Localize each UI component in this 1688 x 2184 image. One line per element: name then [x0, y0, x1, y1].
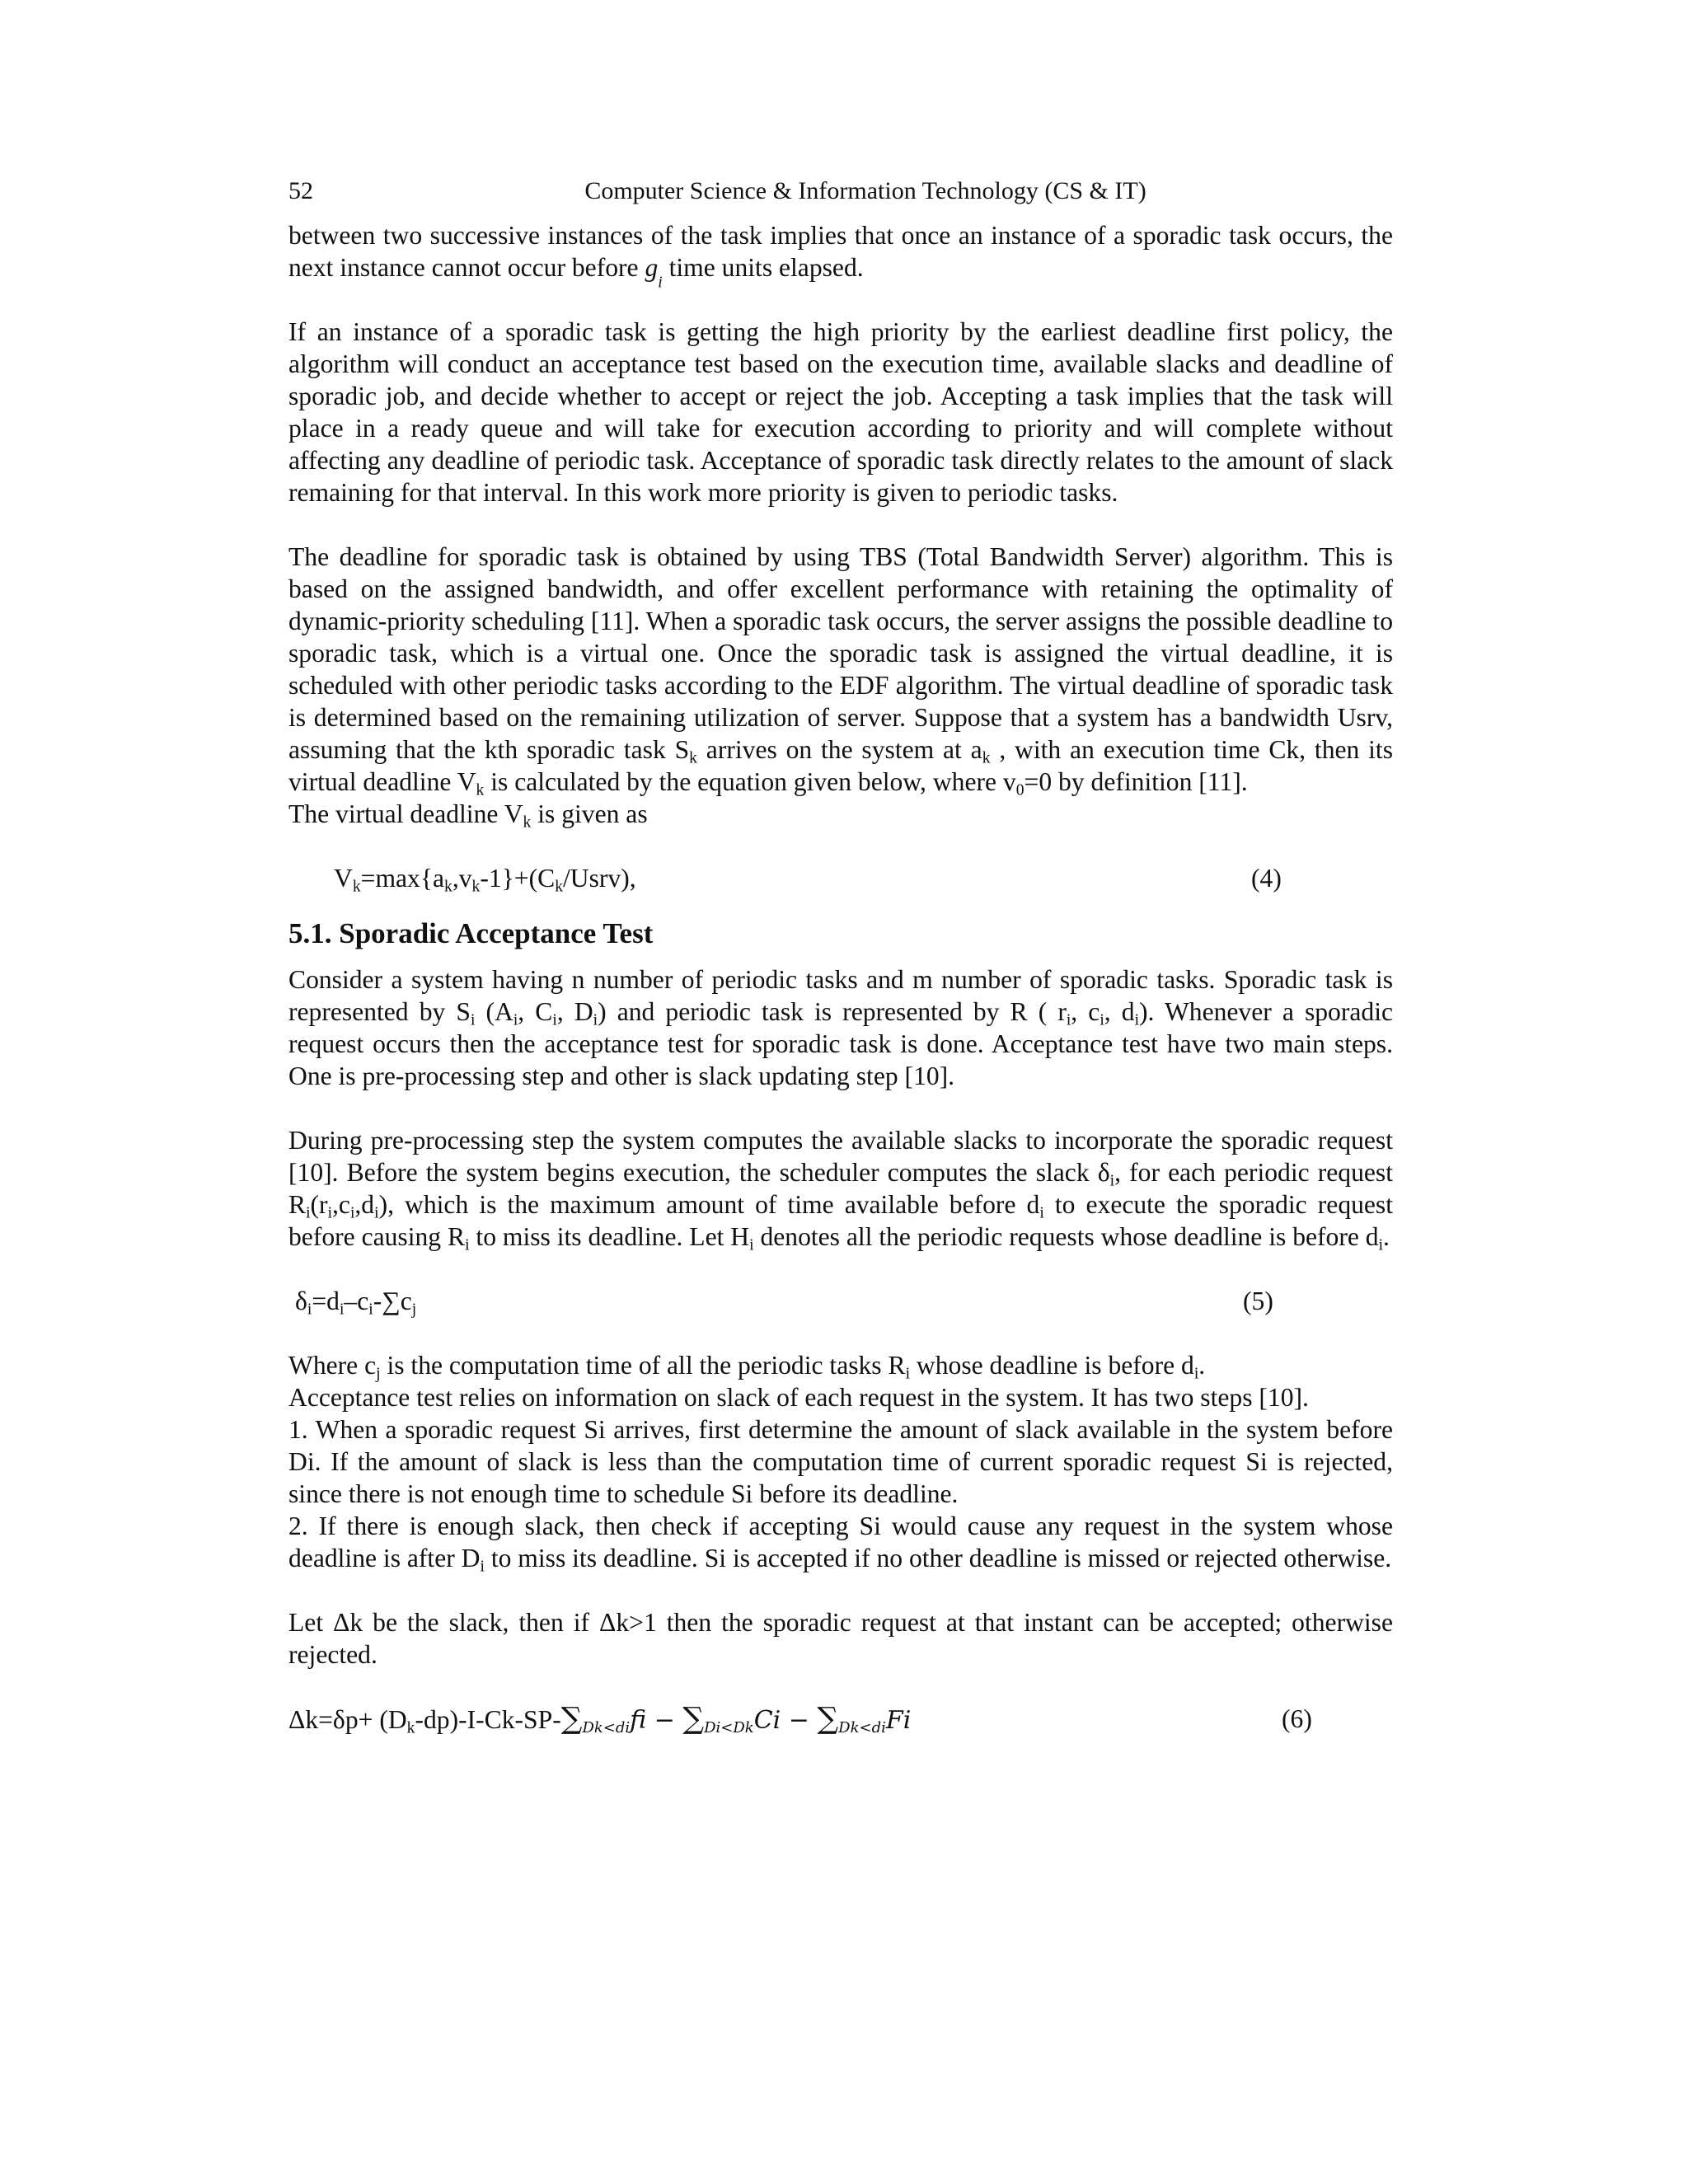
paragraph-8: Acceptance test relies on information on slack of each request in the system. It has two steps [10]. [288, 1383, 1309, 1412]
section-heading: 5.1. Sporadic Acceptance Test [288, 917, 654, 949]
paragraph-5: Consider a system having n number of periodic tasks and m number of sporadic tasks. Sporadic task is represented by $S_i$ ($A_i$, $C_i$, $D_i$) and periodic task is represented by R ( $r_i$, $c_i$, $d_i$). Whenever a sporadic request occurs then the acceptance test for sporadic task is done. Acceptance test have two main steps. One is pre-processing step and other is slack updating step [10]. [288, 965, 1393, 1090]
equation-5-number: (5) [1243, 1286, 1273, 1315]
list-item-2: 2. If there is enough slack, then check if accepting Si would cause any request in the system whose deadline is after $D_i$ to miss its deadline. Si is accepted if no other deadline is missed or rejected otherwise. [288, 1511, 1393, 1576]
page-number: 52 [288, 177, 313, 204]
equation-4-number: (4) [1251, 864, 1282, 893]
list-item-1: 1. When a sporadic request Si arrives, first determine the amount of slack available in the system before Di. If the amount of slack is less than the computation time of current sporadic request Si is rejected, since there is not enough time to schedule Si before its deadline. [288, 1415, 1393, 1508]
paragraph-4: The virtual deadline $V_k$ is given as [288, 799, 648, 832]
equation-6 [288, 1703, 1393, 1739]
equation-5 [288, 1285, 1393, 1317]
equation-6-number: (6) [1282, 1704, 1312, 1733]
equation-5-body: $\delta_i=d_i-c_i-\sum c_j$ [295, 1286, 417, 1319]
equation-6-sums: $\sum_{Dk<di}fi - \sum_{Di<Dk}Ci - \sum_{Dk<di}Fi$ [560, 1702, 912, 1737]
paragraph-3: The deadline for sporadic task is obtained by using TBS (Total Bandwidth Server) algorithm. This is based on the assigned bandwidth, and offer excellent performance with retaining the optimality of dynamic-priority scheduling [11]. When a sporadic task occurs, the server assigns the possible deadline to sporadic task, which is a virtual one. Once the sporadic task is assigned the virtual deadline, it is scheduled with other periodic tasks according to the EDF algorithm. The virtual deadline of sporadic task is determined based on the remaining utilization of server. Suppose that a system has a bandwidth Usrv, assuming that the kth sporadic task $S_k$ arrives on the system at $a_k$ , with an execution time Ck, then its virtual deadline $V_k$ is calculated by the equation given below, where $v_0=0$ by definition [11]. [288, 542, 1393, 799]
paragraph-11: Let Δk be the slack, then if Δk>1 then the sporadic request at that instant can be accepted; otherwise rejected. [288, 1608, 1393, 1669]
equation-4 [288, 862, 1393, 894]
equation-6-body: $\Delta k=\delta p+ (D_k-dp)-I-Ck-SP-\sum_{Dk<di}fi - \sum_{Di<Dk}Ci - \sum_{Dk<di}Fi$ [288, 1702, 912, 1737]
running-title: Computer Science & Information Technology (CS & IT) [584, 177, 1146, 204]
paragraph-6: During pre-processing step the system computes the available slacks to incorporate the sporadic request [10]. Before the system begins execution, the scheduler computes the slack $\delta_i$, for each periodic request $R_i(r_i,c_i,d_i)$, which is the maximum amount of time available before $d_i$ to execute the sporadic request before causing $R_i$ to miss its deadline. Let $H_i$ denotes all the periodic requests whose deadline is before $d_i$. [288, 1126, 1394, 1254]
page-header [288, 175, 1393, 208]
g-variable: $g_i$ [645, 253, 663, 292]
paragraph-1: between two successive instances of the task implies that once an instance of a sporadic task occurs, the next instance cannot occur before $g_i$ time units elapsed. [288, 221, 1393, 292]
body-text [288, 219, 1393, 1739]
equation-4-body: $V_k=\max\{a_k,v_k-1\}+(C_k/Usrv)$, [334, 864, 636, 896]
paragraph-2: If an instance of a sporadic task is getting the high priority by the earliest deadline first policy, the algorithm will conduct an acceptance test based on the execution time, available slacks and deadline of sporadic job, and decide whether to accept or reject the job. Accepting a task implies that the task will place in a ready queue and will take for execution according to priority and will complete without affecting any deadline of periodic task. Acceptance of sporadic task directly relates to the amount of slack remaining for that interval. In this work more priority is given to periodic tasks. [288, 317, 1393, 507]
paragraph-7: Where $c_j$ is the computation time of all the periodic tasks $R_i$ whose deadline is before $d_i$. [288, 1351, 1206, 1383]
